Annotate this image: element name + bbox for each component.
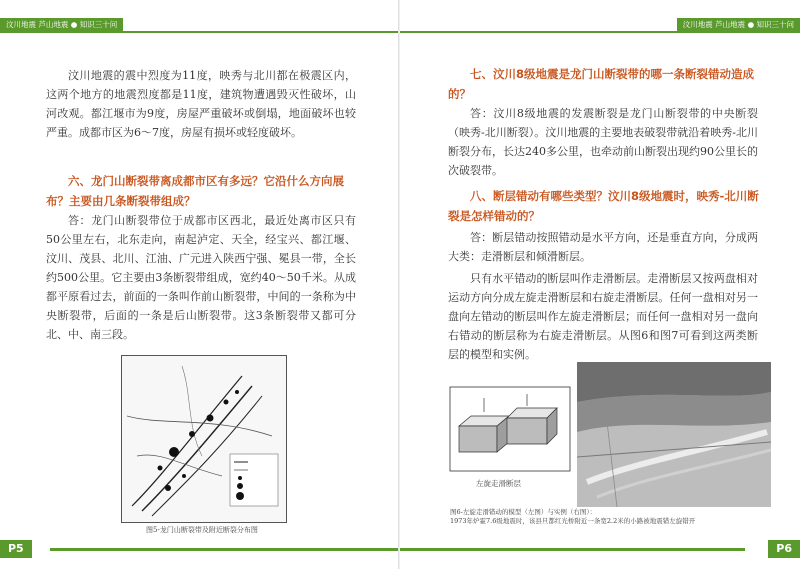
strike-slip-model-figure (449, 386, 571, 472)
footer-rule-left (50, 548, 400, 551)
question-8-answer-1: 答：断层错动按照错动是水平方向，还是垂直方向，分成两大类：走滑断层和倾滑断层。 (448, 231, 758, 263)
figure-6-caption (450, 508, 790, 526)
fault-map-graphic (122, 356, 286, 522)
figure-6-caption-line-1: 图6-左旋走滑错动的模型（左图）与实例（右图）： (450, 508, 597, 516)
header-right: 汶川地震 芦山地震 ● 知识三十问 (677, 18, 800, 32)
figure-6-caption-line-2: 1973年炉霍7.6级地震时，该县旦都红光桥附近一条宽2.2米的小路被地震错左旋错开 (450, 517, 696, 525)
fault-map-figure (121, 355, 287, 523)
fault-photo-graphic (577, 362, 771, 507)
page-number-right: P6 (768, 540, 800, 558)
question-8-title: 八、断层错动有哪些类型？汶川8级地震时，映秀-北川断裂是怎样错动的？ (448, 189, 759, 223)
question-6-title: 六、龙门山断裂带离成都市区有多远？它沿什么方向展布？主要由几条断裂带组成？ (46, 174, 344, 208)
question-6-answer: 答：龙门山断裂带位于成都市区西北，最近处离市区只有50公里左右，北东走向，南起泸定、天全，经宝兴、都江堰、汶川、茂县、北川、江油、广元进入陕西宁强、冕县一带，全长约500公里。它主要由3条断裂带组成，宽约40～50千米。从成都平原看过去，前面的一条叫作前山断裂带，中间的一条称为中央断裂带，后面的一条是后山断裂带。这3条断裂带又都可分北、中、南三段。 (46, 214, 356, 341)
header-rule (0, 31, 400, 33)
strike-slip-model-label: 左旋走滑断层 (476, 479, 521, 488)
header-rule (400, 31, 800, 33)
page-number-left: P5 (0, 540, 32, 558)
intro-paragraph: 汶川地震的震中烈度为11度，映秀与北川都在极震区内，这两个地方的地震烈度都是11度，建筑物遭遇毁灭性破坏，山河改观。都江堰市为9度，房屋严重破坏或倒塌，地面破坏也较严重。成都市区为6～7度，房屋有损坏或轻度破坏。 (46, 69, 356, 139)
question-7-answer: 答：汶川8级地震的发震断裂是龙门山断裂带的中央断裂（映秀-北川断裂）。汶川地震的主要地表破裂带就沿着映秀-北川断裂分布，长达240多公里，也牵动前山断裂出现约90公里长的次破裂带。 (448, 107, 758, 177)
fault-photo (577, 362, 771, 507)
figure-5-caption: 图5-龙门山断裂带及附近断裂分布图 (146, 526, 258, 534)
question-7-title: 七、汶川8级地震是龙门山断裂带的哪一条断裂错动造成的？ (448, 67, 754, 101)
question-8-answer-2: 只有水平错动的断层叫作走滑断层。走滑断层又按两盘相对运动方向分成左旋走滑断层和右旋走滑断层。任何一盘相对另一盘向左错动的断层叫作左旋走滑断层；而任何一盘相对另一盘向右错动的断层称为右旋走滑断层。从图6和图7可看到这两类断层的模型和实例。 (448, 272, 758, 361)
footer-rule-right (400, 548, 745, 551)
strike-slip-model-graphic (449, 386, 571, 472)
header-left: 汶川地震 芦山地震 ● 知识三十问 (0, 18, 123, 32)
